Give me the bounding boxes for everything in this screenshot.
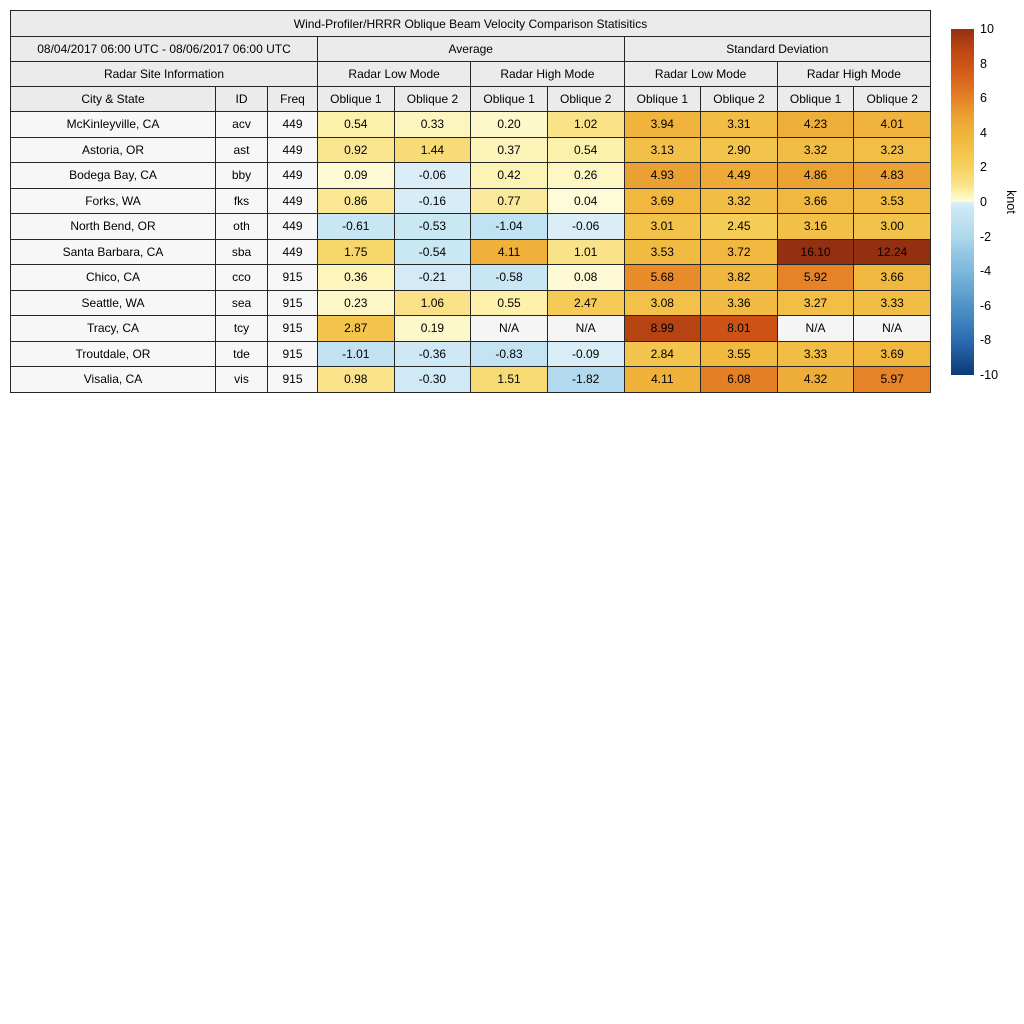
site-id-cell: acv: [216, 112, 268, 138]
value-cell: 2.87: [318, 316, 395, 342]
site-id-cell: fks: [216, 188, 268, 214]
oblique2-header: Oblique 2: [394, 87, 471, 112]
table-body: [11, 112, 931, 393]
value-cell: 3.01: [624, 214, 701, 240]
colorbar-tick-label: 4: [980, 125, 987, 140]
value-cell: 0.98: [318, 367, 395, 393]
value-cell: 1.75: [318, 239, 395, 265]
colorbar-unit-label: knot: [1004, 190, 1018, 214]
freq-cell: 449: [268, 112, 318, 138]
value-cell: 2.90: [701, 137, 778, 163]
site-id-cell: vis: [216, 367, 268, 393]
value-cell: 16.10: [777, 239, 854, 265]
value-cell: 1.44: [394, 137, 471, 163]
value-cell: 0.20: [471, 112, 548, 138]
id-header: ID: [216, 87, 268, 112]
table-title: Wind-Profiler/HRRR Oblique Beam Velocity Comparison Statisitics: [11, 11, 931, 37]
value-cell: 0.04: [547, 188, 624, 214]
oblique2-header: Oblique 2: [701, 87, 778, 112]
city-cell: Troutdale, OR: [11, 341, 216, 367]
city-cell: Santa Barbara, CA: [11, 239, 216, 265]
value-cell: 8.01: [701, 316, 778, 342]
value-cell: 4.86: [777, 163, 854, 189]
value-cell: 1.51: [471, 367, 548, 393]
colorbar-tick-label: -2: [980, 229, 992, 244]
value-cell: -0.09: [547, 341, 624, 367]
colorbar-tick-label: -4: [980, 263, 992, 278]
city-cell: Seattle, WA: [11, 290, 216, 316]
table-row: [11, 290, 931, 316]
value-cell: 3.23: [854, 137, 931, 163]
colorbar-tick-label: 8: [980, 56, 987, 71]
average-group-header: Average: [318, 37, 625, 62]
value-cell: -0.16: [394, 188, 471, 214]
value-cell: 0.42: [471, 163, 548, 189]
value-cell: 3.08: [624, 290, 701, 316]
value-cell: 1.06: [394, 290, 471, 316]
value-cell: -1.04: [471, 214, 548, 240]
value-cell: 5.92: [777, 265, 854, 291]
value-cell: 4.32: [777, 367, 854, 393]
value-cell: 2.45: [701, 214, 778, 240]
colorbar-tick-label: -10: [980, 367, 999, 382]
value-cell: N/A: [854, 316, 931, 342]
oblique2-header: Oblique 2: [547, 87, 624, 112]
value-cell: 3.16: [777, 214, 854, 240]
value-cell: 0.37: [471, 137, 548, 163]
value-cell: 5.97: [854, 367, 931, 393]
value-cell: 3.72: [701, 239, 778, 265]
oblique1-header: Oblique 1: [777, 87, 854, 112]
freq-cell: 449: [268, 137, 318, 163]
value-cell: 5.68: [624, 265, 701, 291]
city-cell: Chico, CA: [11, 265, 216, 291]
table-row: [11, 137, 931, 163]
std-group-header: Standard Deviation: [624, 37, 931, 62]
value-cell: 0.54: [547, 137, 624, 163]
value-cell: 0.19: [394, 316, 471, 342]
value-cell: 0.08: [547, 265, 624, 291]
value-cell: 4.49: [701, 163, 778, 189]
value-cell: -0.53: [394, 214, 471, 240]
site-id-cell: tde: [216, 341, 268, 367]
city-cell: Visalia, CA: [11, 367, 216, 393]
freq-cell: 449: [268, 188, 318, 214]
value-cell: 3.32: [701, 188, 778, 214]
stats-table: [10, 10, 931, 393]
value-cell: 4.93: [624, 163, 701, 189]
std-low-mode-header: Radar Low Mode: [624, 62, 777, 87]
avg-high-mode-header: Radar High Mode: [471, 62, 624, 87]
value-cell: -0.83: [471, 341, 548, 367]
value-cell: 4.11: [624, 367, 701, 393]
table-row: [11, 367, 931, 393]
city-state-header: City & State: [11, 87, 216, 112]
site-info-header: Radar Site Information: [11, 62, 318, 87]
value-cell: -0.06: [394, 163, 471, 189]
colorbar-tick-label: 0: [980, 194, 987, 209]
city-cell: McKinleyville, CA: [11, 112, 216, 138]
colorbar-tick-label: -8: [980, 333, 992, 348]
value-cell: 12.24: [854, 239, 931, 265]
freq-cell: 915: [268, 341, 318, 367]
city-cell: Tracy, CA: [11, 316, 216, 342]
value-cell: -0.36: [394, 341, 471, 367]
oblique1-header: Oblique 1: [624, 87, 701, 112]
oblique1-header: Oblique 1: [471, 87, 548, 112]
value-cell: 3.32: [777, 137, 854, 163]
value-cell: 3.66: [777, 188, 854, 214]
title-row: [11, 11, 931, 37]
value-cell: 2.84: [624, 341, 701, 367]
table-row: [11, 188, 931, 214]
value-cell: 0.09: [318, 163, 395, 189]
freq-cell: 915: [268, 290, 318, 316]
value-cell: 0.26: [547, 163, 624, 189]
freq-cell: 449: [268, 163, 318, 189]
value-cell: 0.77: [471, 188, 548, 214]
value-cell: 3.69: [854, 341, 931, 367]
mode-header-row: [11, 62, 931, 87]
freq-cell: 915: [268, 265, 318, 291]
colorbar-tick-label: 6: [980, 90, 987, 105]
column-header-row: [11, 87, 931, 112]
group-header-row: [11, 37, 931, 62]
site-id-cell: bby: [216, 163, 268, 189]
value-cell: -0.21: [394, 265, 471, 291]
value-cell: 3.00: [854, 214, 931, 240]
table-row: [11, 214, 931, 240]
colorbar-gradient: [951, 29, 974, 375]
site-id-cell: cco: [216, 265, 268, 291]
site-id-cell: ast: [216, 137, 268, 163]
colorbar-tick-label: 2: [980, 160, 987, 175]
value-cell: 3.36: [701, 290, 778, 316]
value-cell: -0.54: [394, 239, 471, 265]
value-cell: 3.33: [777, 341, 854, 367]
freq-cell: 915: [268, 316, 318, 342]
value-cell: 3.53: [624, 239, 701, 265]
value-cell: -0.58: [471, 265, 548, 291]
value-cell: 6.08: [701, 367, 778, 393]
oblique2-header: Oblique 2: [854, 87, 931, 112]
value-cell: 0.36: [318, 265, 395, 291]
freq-header: Freq: [268, 87, 318, 112]
value-cell: 3.31: [701, 112, 778, 138]
value-cell: 1.01: [547, 239, 624, 265]
value-cell: 4.11: [471, 239, 548, 265]
value-cell: 3.82: [701, 265, 778, 291]
value-cell: 4.23: [777, 112, 854, 138]
oblique1-header: Oblique 1: [318, 87, 395, 112]
avg-low-mode-header: Radar Low Mode: [318, 62, 471, 87]
value-cell: -1.82: [547, 367, 624, 393]
value-cell: 4.83: [854, 163, 931, 189]
value-cell: -0.61: [318, 214, 395, 240]
site-id-cell: sea: [216, 290, 268, 316]
value-cell: 3.55: [701, 341, 778, 367]
site-id-cell: tcy: [216, 316, 268, 342]
std-high-mode-header: Radar High Mode: [777, 62, 930, 87]
table-row: [11, 112, 931, 138]
value-cell: N/A: [471, 316, 548, 342]
table-row: [11, 316, 931, 342]
value-cell: 0.54: [318, 112, 395, 138]
value-cell: 1.02: [547, 112, 624, 138]
value-cell: 3.33: [854, 290, 931, 316]
value-cell: 0.23: [318, 290, 395, 316]
value-cell: -0.06: [547, 214, 624, 240]
table-row: [11, 341, 931, 367]
value-cell: 2.47: [547, 290, 624, 316]
value-cell: 3.53: [854, 188, 931, 214]
value-cell: N/A: [547, 316, 624, 342]
site-id-cell: oth: [216, 214, 268, 240]
date-range: 08/04/2017 06:00 UTC - 08/06/2017 06:00 UTC: [11, 37, 318, 62]
site-id-cell: sba: [216, 239, 268, 265]
value-cell: -1.01: [318, 341, 395, 367]
city-cell: Bodega Bay, CA: [11, 163, 216, 189]
table-row: [11, 265, 931, 291]
freq-cell: 915: [268, 367, 318, 393]
value-cell: 8.99: [624, 316, 701, 342]
value-cell: N/A: [777, 316, 854, 342]
colorbar-tick-label: 10: [980, 21, 994, 36]
value-cell: 3.66: [854, 265, 931, 291]
value-cell: 0.55: [471, 290, 548, 316]
value-cell: 0.86: [318, 188, 395, 214]
table-row: [11, 239, 931, 265]
table-row: [11, 163, 931, 189]
value-cell: 0.92: [318, 137, 395, 163]
freq-cell: 449: [268, 214, 318, 240]
value-cell: 3.13: [624, 137, 701, 163]
colorbar: [951, 21, 1024, 382]
value-cell: 3.27: [777, 290, 854, 316]
value-cell: 3.69: [624, 188, 701, 214]
colorbar-tick-label: -6: [980, 298, 992, 313]
value-cell: 0.33: [394, 112, 471, 138]
city-cell: North Bend, OR: [11, 214, 216, 240]
value-cell: 3.94: [624, 112, 701, 138]
city-cell: Forks, WA: [11, 188, 216, 214]
value-cell: -0.30: [394, 367, 471, 393]
freq-cell: 449: [268, 239, 318, 265]
value-cell: 4.01: [854, 112, 931, 138]
city-cell: Astoria, OR: [11, 137, 216, 163]
